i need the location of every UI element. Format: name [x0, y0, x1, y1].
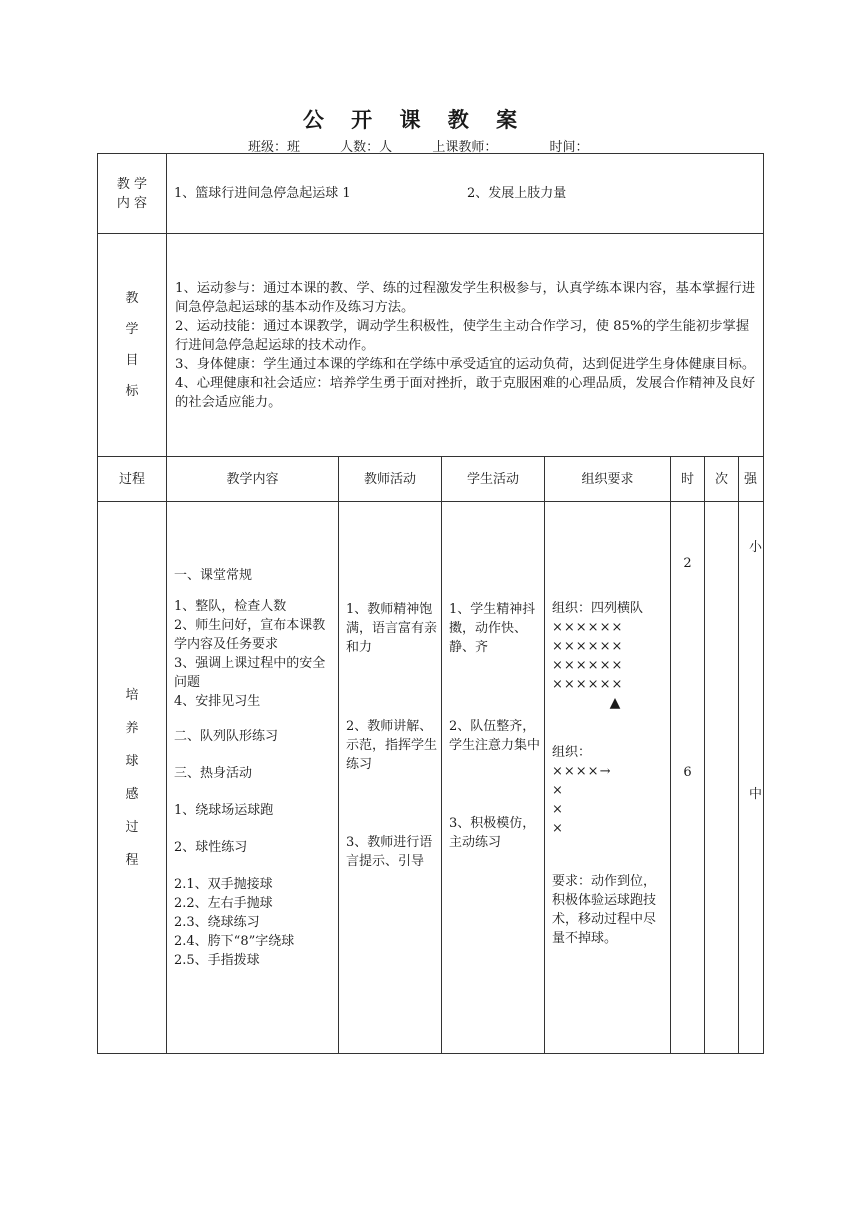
org2-line: ×	[552, 821, 563, 836]
content-line: 2.3、绕球练习	[174, 915, 260, 930]
teacher-activity-cell	[339, 502, 442, 1054]
body-row	[98, 502, 764, 1054]
content-line: 3、强调上课过程中的安全问题	[174, 656, 326, 690]
content-label: 教 学 内 容	[98, 154, 167, 234]
content-list-cell	[167, 502, 339, 1054]
formation-row: ××××××	[552, 658, 624, 673]
teacher-activity-1: 1、教师精神饱满，语言富有亲和力	[346, 602, 438, 655]
count-label: 人数：人	[340, 140, 393, 155]
content-line: 2.4、胯下“8”字绕球	[174, 934, 295, 949]
time-value-1: 2	[683, 556, 692, 571]
time-value-2: 6	[683, 765, 692, 780]
org-requirement-cell	[545, 502, 671, 1054]
goal-line-1: 1、运动参与：通过本课的教、学、练的过程激发学生积极参与，认真学练本课内容，基本掌握行进间急停急起运球的基本动作及练习方法。	[175, 280, 756, 315]
header-times: 次	[705, 457, 739, 502]
header-content: 教学内容	[167, 457, 339, 502]
header-intensity: 强	[739, 457, 764, 502]
goal-line-4: 4、心理健康和社会适应：培养学生勇于面对挫折，敢于克服困难的心理品质，发展合作精神及良好的社会适应能力。	[175, 375, 756, 410]
formation-row: ××××××	[552, 620, 624, 635]
goal-line-2: 2、运动技能：通过本课教学，调动学生积极性，使学生主动合作学习，使 85%的学生能初步掌握行进间急停急起运球的技术动作。	[175, 318, 750, 353]
times-cell	[705, 502, 739, 1054]
student-activity-3: 3、积极模仿，主动练习	[449, 816, 536, 850]
content-line: 二、队列队形练习	[174, 729, 279, 744]
teacher-position-triangle-icon: ▲	[609, 695, 621, 711]
content-line: 一、课堂常规	[174, 568, 253, 583]
goal-line-3: 3、身体健康：学生通过本课的学练和在学练中承受适宜的运动负荷，达到促进学生身体健康目标。	[175, 356, 756, 372]
org2-line: ×	[552, 802, 563, 817]
header-org: 组织要求	[545, 457, 671, 502]
student-activity-2: 2、队伍整齐，学生注意力集中	[449, 719, 541, 753]
content-item-2: 2、发展上肢力量	[467, 186, 567, 201]
class-label: 班级：班	[248, 140, 301, 155]
goal-cell	[167, 234, 764, 457]
content-item-1: 1、篮球行进间急停急起运球 1	[174, 186, 351, 201]
teacher-activity-2: 2、教师讲解、示范，指挥学生练习	[346, 719, 438, 772]
header-student: 学生活动	[442, 457, 545, 502]
org-requirement: 要求：动作到位，积极体验运球跑技术，移动过程中尽量不掉球。	[552, 874, 657, 946]
content-line: 三、热身活动	[174, 766, 253, 781]
student-activity-cell	[442, 502, 545, 1054]
org2-line: ××××→	[552, 764, 612, 779]
page-title: 公 开 课 教 案	[302, 107, 528, 132]
goal-row	[98, 234, 764, 457]
student-activity-1: 1、学生精神抖擞，动作快、静、齐	[449, 602, 536, 655]
lesson-plan-table	[97, 153, 764, 1054]
header-time: 时	[671, 457, 705, 502]
content-line: 2、球性练习	[174, 840, 248, 855]
org1-label: 组织：四列横队	[552, 601, 644, 616]
content-line: 1、绕球场运球跑	[174, 803, 274, 818]
teacher-activity-3: 3、教师进行语言提示、引导	[346, 835, 433, 869]
formation-row: ××××××	[552, 677, 624, 692]
content-line: 2.2、左右手抛球	[174, 896, 273, 911]
intensity-cell	[739, 502, 764, 1054]
org2-line: ×	[552, 783, 563, 798]
content-line: 1、整队，检查人数	[174, 599, 287, 614]
content-line: 2、师生问好，宣布本课教学内容及任务要求	[174, 618, 326, 652]
header-process: 过程	[98, 457, 167, 502]
process-label: 培 养 球 感 过 程	[98, 502, 167, 1054]
time-cell	[671, 502, 705, 1054]
formation-row: ××××××	[552, 639, 624, 654]
content-line: 2.1、双手抛接球	[174, 877, 273, 892]
intensity-value-2: 中	[749, 787, 763, 802]
org2-label: 组织：	[552, 745, 592, 760]
content-row	[98, 154, 764, 234]
teacher-label: 上课教师：	[432, 140, 498, 155]
time-label: 时间：	[549, 140, 589, 155]
content-line: 2.5、手指拨球	[174, 953, 260, 968]
goal-label: 教 学 目 标	[98, 234, 167, 457]
content-line: 4、安排见习生	[174, 694, 261, 709]
content-cell	[167, 154, 764, 234]
header-teacher: 教师活动	[339, 457, 442, 502]
header-row	[98, 457, 764, 502]
intensity-value-1: 小	[749, 540, 763, 555]
